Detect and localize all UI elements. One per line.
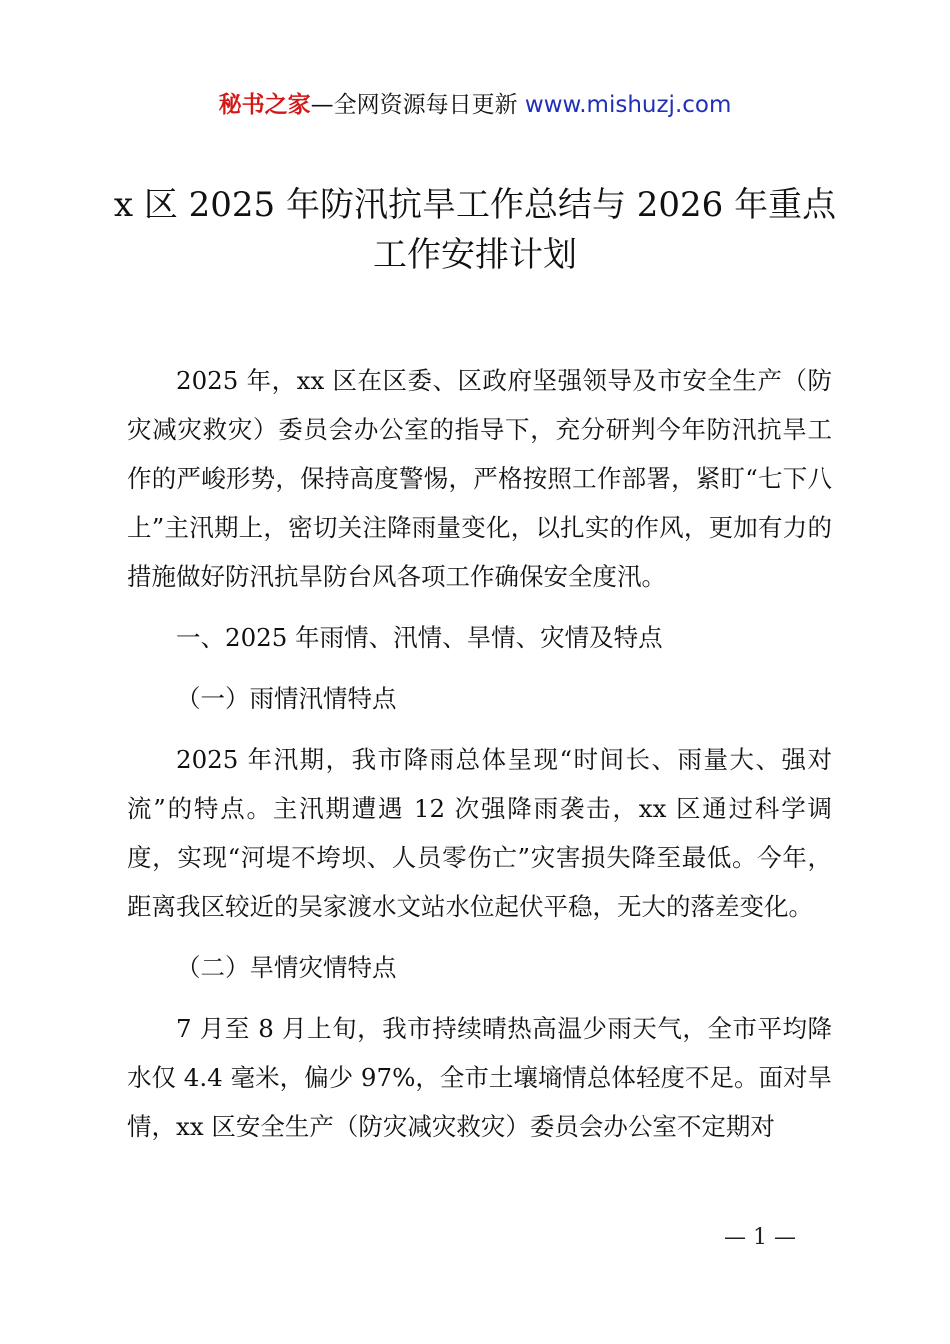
document-title — [60, 180, 890, 280]
subsection-1-heading: （一）雨情汛情特点 — [176, 684, 397, 713]
section-1-heading: 一、2025 年雨情、汛情、旱情、灾情及特点 — [176, 623, 663, 652]
brand-name: 秘书之家 — [218, 92, 311, 118]
banner-slogan: —全网资源每日更新 — [310, 92, 518, 118]
subsection-1-paragraph: 2025 年汛期，我市降雨总体呈现“时间长、雨量大、强对流”的特点。主汛期遭遇 12 次强降雨袭击，xx 区通过科学调度，实现“河堤不垮坝、人员零伤亡”灾害损失降至最低。今年，距离我区较近的吴家渡水文站水位起伏平稳，无大的落差变化。 — [127, 745, 832, 921]
site-banner — [0, 88, 950, 122]
document-body — [127, 356, 832, 1151]
subsection-2-heading: （二）旱情灾情特点 — [176, 953, 397, 982]
site-url-link[interactable]: www.mishuzj.com — [524, 92, 732, 118]
intro-paragraph: 2025 年，xx 区在区委、区政府坚强领导及市安全生产（防灾减灾救灾）委员会办公室的指导下，充分研判今年防汛抗旱工作的严峻形势，保持高度警惕，严格按照工作部署，紧盯“七下八上”主汛期上，密切关注降雨量变化，以扎实的作风，更加有力的措施做好防汛抗旱防台风各项工作确保安全度汛。 — [127, 366, 832, 591]
title-line-2: 工作安排计划 — [373, 235, 577, 275]
title-line-1: x 区 2025 年防汛抗旱工作总结与 2026 年重点 — [113, 185, 837, 225]
subsection-2-paragraph: 7 月至 8 月上旬，我市持续晴热高温少雨天气，全市平均降水仅 4.4 毫米，偏少 97%，全市土壤墒情总体轻度不足。面对旱情，xx 区安全生产（防灾减灾救灾）委员会办公室不定期对 — [127, 1014, 832, 1141]
page-number: — 1 — — [724, 1225, 796, 1250]
